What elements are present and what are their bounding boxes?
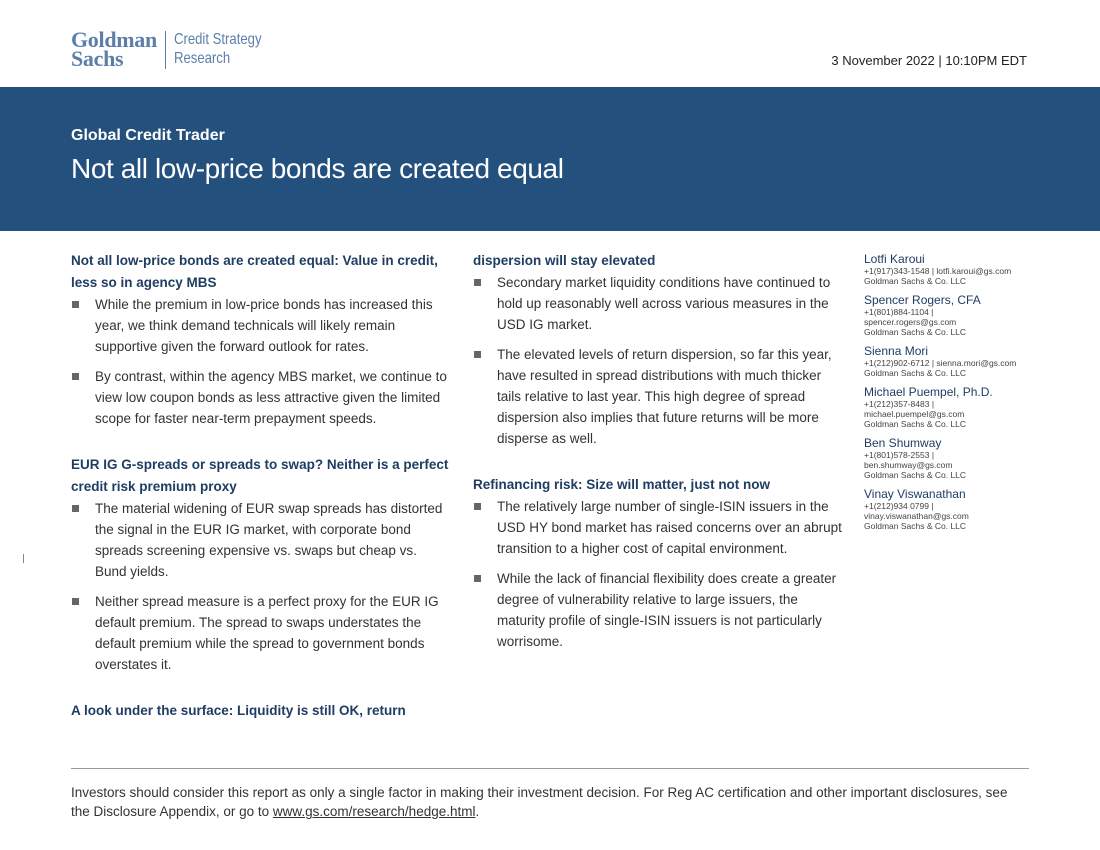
report-title: Not all low-price bonds are created equal	[71, 153, 564, 184]
section-gap	[71, 438, 449, 454]
logo-line-2: Sachs	[71, 46, 124, 71]
author-email: ben.shumway@gs.com	[864, 460, 953, 470]
goldman-sachs-logo	[71, 27, 281, 71]
author-entry	[864, 385, 1064, 429]
author-affiliation: Goldman Sachs & Co. LLC	[864, 276, 967, 286]
footer-divider	[71, 768, 1029, 769]
department-line-2: Research	[173, 50, 231, 67]
disclosure-text: Investors should consider this report as only a single factor in making their investment decision. For Reg AC certification and other important disclosures, see the Disclosure Appendix, or go to	[71, 785, 1008, 819]
margin-mark	[23, 554, 24, 563]
logo-wordmark	[71, 27, 157, 71]
disclosure-footer	[71, 783, 1029, 821]
series-title: Global Credit Trader	[71, 127, 225, 144]
bullet-item: While the premium in low-price bonds has increased this year, we think demand technicals will likely remain supportive given the forward outlook for rates.	[71, 294, 449, 357]
author-entry	[864, 436, 1064, 480]
bullet-item: The relatively large number of single-ISIN issuers in the USD HY bond market has raised concerns over an abrupt transition to a higher cost of capital environment.	[473, 496, 843, 559]
bullet-item: Neither spread measure is a perfect proxy for the EUR IG default premium. The spread to swaps understates the default premium while the spread to government bonds overstates it.	[71, 591, 449, 675]
author-name: Vinay Viswanathan	[864, 487, 966, 501]
section-heading: Not all low-price bonds are created equal: Value in credit, less so in agency MBS	[71, 253, 438, 290]
author-list	[864, 252, 1064, 538]
author-affiliation: Goldman Sachs & Co. LLC	[864, 419, 967, 429]
disclosure-link[interactable]: www.gs.com/research/hedge.html	[272, 804, 476, 819]
author-contact: +1(917)343-1548 | lotfi.karoui@gs.com	[864, 266, 1012, 276]
author-affiliation: Goldman Sachs & Co. LLC	[864, 327, 967, 337]
section-heading: EUR IG G-spreads or spreads to swap? Neither is a perfect credit risk premium proxy	[71, 457, 449, 494]
report-date: 3 November 2022 | 10:10PM EDT	[831, 53, 1027, 68]
author-email: spencer.rogers@gs.com	[864, 317, 957, 327]
bullet-item: The material widening of EUR swap spreads has distorted the signal in the EUR IG market, with corporate bond spreads screening expensive vs. swaps but cheap vs. Bund yields.	[71, 498, 449, 582]
author-entry	[864, 293, 1064, 337]
author-email: vinay.viswanathan@gs.com	[864, 511, 969, 521]
author-contact: +1(212)902-6712 | sienna.mori@gs.com	[864, 358, 1017, 368]
logo-line-1: Goldman	[71, 27, 157, 52]
section-heading: A look under the surface: Liquidity is still OK, return	[71, 703, 406, 718]
author-phone: +1(801)578-2553 |	[864, 450, 935, 460]
author-entry	[864, 252, 1064, 286]
author-affiliation: Goldman Sachs & Co. LLC	[864, 521, 967, 531]
author-name: Lotfi Karoui	[864, 252, 925, 266]
section-heading-continued: dispersion will stay elevated	[473, 253, 656, 268]
logo-divider	[165, 31, 166, 69]
author-entry	[864, 487, 1064, 531]
author-email: michael.puempel@gs.com	[864, 409, 965, 419]
department-name	[174, 30, 262, 68]
author-affiliation: Goldman Sachs & Co. LLC	[864, 368, 967, 378]
author-phone: +1(212)357-8483 |	[864, 399, 935, 409]
author-phone: +1(801)884-1104 |	[864, 307, 934, 317]
author-name: Ben Shumway	[864, 436, 942, 450]
author-affiliation: Goldman Sachs & Co. LLC	[864, 470, 967, 480]
author-name: Spencer Rogers, CFA	[864, 293, 981, 307]
title-banner	[0, 87, 1100, 231]
bullet-item: Secondary market liquidity conditions have continued to hold up reasonably well across various measures in the USD IG market.	[473, 272, 843, 335]
author-name: Michael Puempel, Ph.D.	[864, 385, 993, 399]
bullet-item: By contrast, within the agency MBS market, we continue to view low coupon bonds as less attractive given the limited scope for faster near-term prepayment speeds.	[71, 366, 449, 429]
department-line-1: Credit Strategy	[173, 31, 262, 48]
section-gap	[473, 458, 843, 474]
section-heading: Refinancing risk: Size will matter, just not now	[473, 477, 771, 492]
disclosure-end: .	[475, 804, 480, 819]
section-gap	[71, 684, 449, 700]
author-phone: +1(212)934 0799 |	[864, 501, 934, 511]
bullet-item: The elevated levels of return dispersion, so far this year, have resulted in spread distributions with much thicker tails relative to last year. This high degree of spread dispersion also implies that future returns will be more disperse as well.	[473, 344, 843, 449]
author-entry	[864, 344, 1064, 378]
middle-column	[473, 250, 843, 661]
author-name: Sienna Mori	[864, 344, 929, 358]
bullet-item: While the lack of financial flexibility does create a greater degree of vulnerability relative to large issuers, the maturity profile of single-ISIN issuers is not particularly worrisome.	[473, 568, 843, 652]
left-column	[71, 250, 449, 722]
